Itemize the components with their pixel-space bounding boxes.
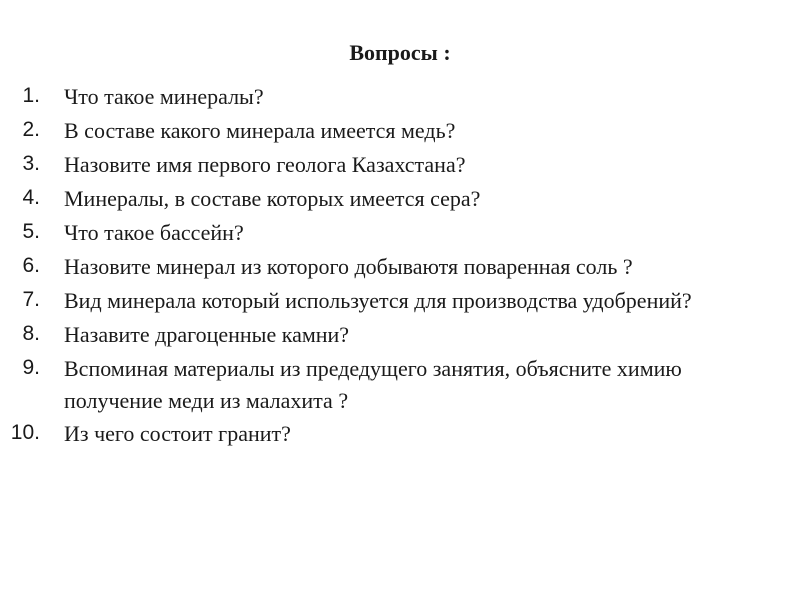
- question-number: 9.: [22, 356, 40, 379]
- question-number: 3.: [22, 152, 40, 175]
- question-text: Минералы, в составе которых имеется сера?: [64, 186, 481, 211]
- list-item: [0, 216, 800, 250]
- list-item: [0, 80, 800, 114]
- question-text: Вспоминая материалы из предедущего занятия, объясните химию получение меди из малахита ?: [64, 356, 682, 413]
- question-text: В составе какого минерала имеется медь?: [64, 118, 456, 143]
- question-number: 5.: [22, 220, 40, 243]
- question-number: 10.: [10, 421, 40, 444]
- list-item: [0, 284, 800, 318]
- list-item: [0, 148, 800, 182]
- list-item: [0, 318, 800, 352]
- question-number: 6.: [22, 254, 40, 277]
- list-item: [0, 417, 800, 451]
- question-text: Что такое бассейн?: [64, 220, 244, 245]
- list-item: [0, 352, 800, 417]
- question-text: Вид минерала который используется для производства удобрений?: [64, 288, 692, 313]
- question-text: Назавите драгоценные камни?: [64, 322, 350, 347]
- question-text: Назовите минерал из которого добываютя поваренная соль ?: [64, 254, 633, 279]
- question-list: [0, 80, 800, 451]
- question-text: Из чего состоит гранит?: [64, 421, 291, 446]
- question-number: 8.: [22, 322, 40, 345]
- list-item: [0, 114, 800, 148]
- question-number: 2.: [22, 118, 40, 141]
- list-item: [0, 250, 800, 284]
- question-number: 1.: [22, 84, 40, 107]
- list-item: [0, 182, 800, 216]
- slide-title: Вопросы :: [349, 40, 451, 65]
- question-text: Назовите имя первого геолога Казахстана?: [64, 152, 466, 177]
- question-text: Что такое минералы?: [64, 84, 264, 109]
- question-number: 7.: [22, 288, 40, 311]
- question-number: 4.: [22, 186, 40, 209]
